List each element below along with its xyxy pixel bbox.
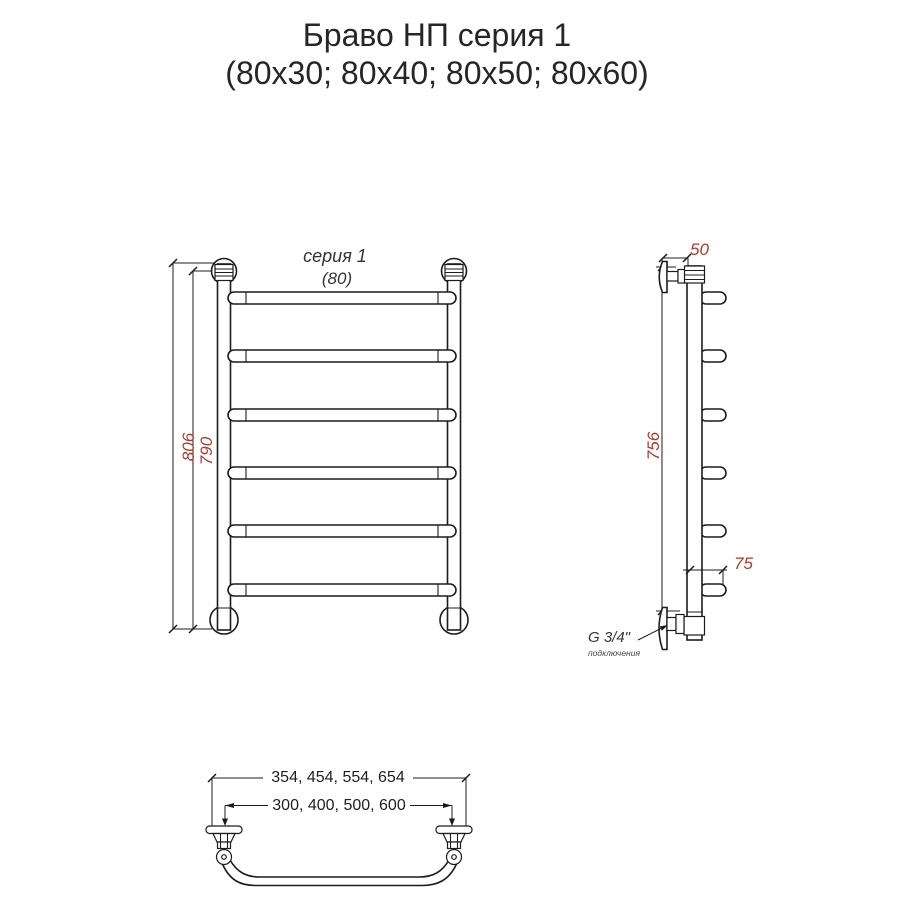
side-vertical-pipe (687, 266, 702, 640)
front-wall-brackets (210, 259, 468, 635)
front-dim-790-label: 790 (197, 436, 216, 466)
front-vertical-pipes (218, 264, 461, 630)
front-width-label: (80) (321, 269, 353, 288)
bottom-dim-overall-label: 354, 454, 554, 654 (271, 769, 405, 786)
side-view (588, 240, 753, 658)
side-dim-75-label: 75 (734, 554, 753, 573)
front-dim-806-label: 806 (179, 432, 198, 462)
bottom-left-bracket (206, 826, 242, 865)
front-bracket-caps (215, 265, 463, 609)
front-series-label: серия 1 (303, 246, 367, 266)
product-title: Браво НП серия 1 (302, 17, 572, 53)
bottom-view (206, 769, 472, 886)
connection-thread-label: G 3/4" (588, 629, 631, 646)
front-view (169, 246, 468, 634)
side-dim-50-label: 50 (690, 240, 709, 259)
connection-note-label: подключения (588, 648, 640, 658)
product-sizes: (80x30; 80x40; 80x50; 80x60) (225, 55, 649, 91)
side-dim-756-label: 756 (644, 431, 663, 461)
side-rung-stubs (700, 292, 726, 596)
bottom-rail-curve (223, 860, 457, 886)
bottom-right-bracket (436, 826, 472, 865)
bottom-dim-axes-label: 300, 400, 500, 600 (272, 797, 406, 814)
front-rungs (228, 292, 456, 596)
